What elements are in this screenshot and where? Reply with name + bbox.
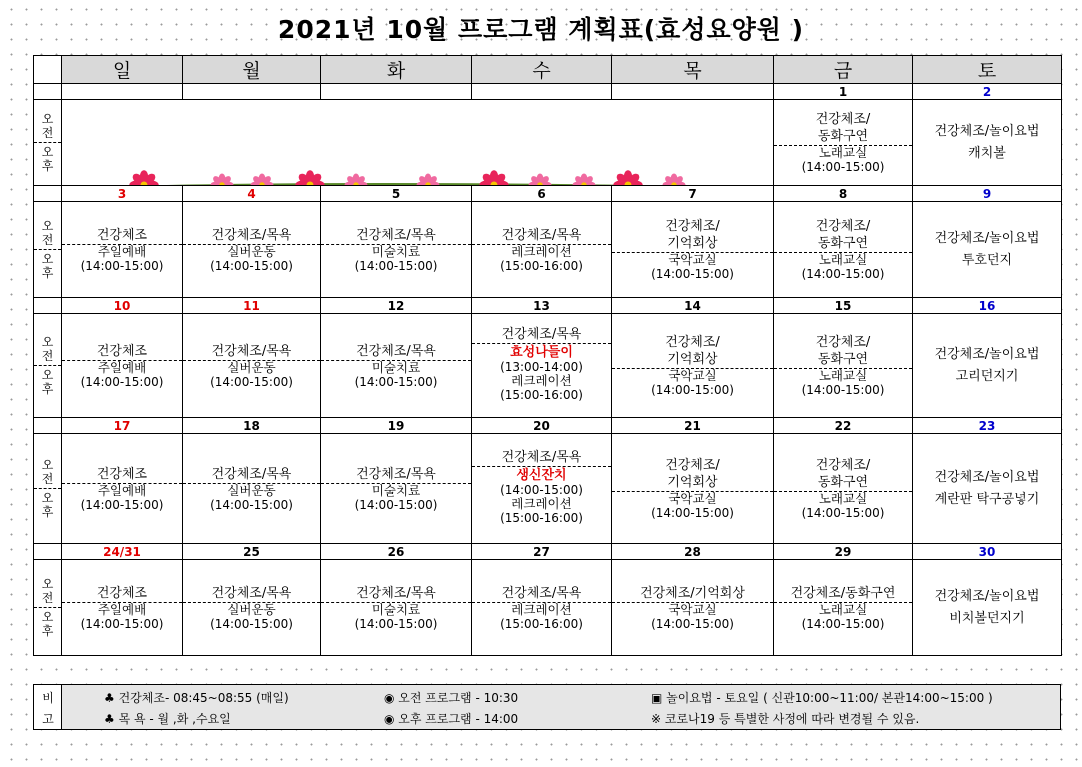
ampm-label — [34, 434, 62, 544]
pm-program: 주일예배 — [97, 601, 147, 617]
sat-activity: 고리던지기 — [955, 368, 1019, 384]
pm-program: 미술치료 — [371, 482, 421, 498]
date-cell — [472, 84, 612, 100]
am-program: 건강체조 — [96, 466, 148, 482]
program-cell — [183, 560, 321, 656]
date-cell — [321, 84, 472, 100]
am-program: 동화구연 — [817, 475, 869, 490]
sat-activity: 비치볼던지기 — [949, 610, 1025, 626]
date-cell: 5 — [321, 186, 472, 202]
sat-activity: 투호던지 — [961, 252, 1013, 268]
saturday-program-cell — [913, 100, 1062, 186]
note-bath: ♣ 목 욕 - 월 ,화 ,수요일 — [104, 712, 231, 726]
note-covid: ※ 코로나19 등 특별한 사정에 따라 변경될 수 있음. — [651, 712, 920, 726]
pm-char: 후 — [41, 505, 54, 519]
weekday-fri: 금 — [774, 56, 913, 84]
pm-char: 후 — [41, 624, 54, 638]
am-program: 건강체조/목욕 — [356, 466, 436, 482]
am-program: 건강체조/목욕 — [501, 327, 582, 342]
pm-program: 실버운동 — [227, 601, 276, 617]
page-title: 2021년 10월 프로그램 계획표(효성요양원 ) — [277, 15, 805, 44]
date-cell: 15 — [774, 298, 913, 314]
weekday-sat: 토 — [913, 56, 1062, 84]
pm-program: 미술치료 — [371, 243, 421, 259]
pm-time: (15:00-16:00) — [500, 616, 583, 631]
sat-program: 건강체조/놀이요법 — [934, 123, 1040, 139]
date-cell: 4 — [183, 186, 321, 202]
ampm-label — [34, 560, 62, 656]
program-row — [34, 100, 1062, 186]
pm-program: 노래교실 — [818, 145, 868, 160]
note-am-program: ◉ 오전 프로그램 - 10:30 — [384, 691, 519, 705]
am-program: 건강체조 — [96, 227, 148, 243]
schedule-table — [33, 55, 1062, 656]
pm-time: (14:00-15:00) — [651, 506, 734, 520]
am-program: 건강체조/ — [815, 112, 871, 127]
pm-program: 국악교실 — [668, 601, 717, 617]
date-cell — [612, 84, 774, 100]
am-program: 건강체조/목욕 — [211, 466, 292, 482]
date-cell: 29 — [774, 544, 913, 560]
am-program: 건강체조/목욕 — [211, 227, 292, 243]
am-char: 전 — [41, 126, 54, 140]
date-cell: 11 — [183, 298, 321, 314]
ampm-label — [34, 314, 62, 418]
pm-char: 후 — [41, 159, 54, 173]
remarks-label-char: 고 — [42, 712, 54, 726]
program-cell — [472, 314, 612, 418]
am-program: 건강체조/목욕 — [501, 585, 582, 601]
sat-program: 건강체조/놀이요법 — [934, 469, 1040, 485]
date-cell: 14 — [612, 298, 774, 314]
program-cell — [321, 434, 472, 544]
pm-char: 후 — [41, 266, 54, 280]
pm-time: (14:00-15:00) — [801, 267, 885, 281]
am-program: 건강체조/동화구연 — [790, 585, 896, 601]
program-row — [34, 434, 1062, 544]
pm-time: (15:00-16:00) — [500, 388, 583, 402]
date-cell: 2 — [913, 84, 1062, 100]
pm-time: (14:00-15:00) — [80, 616, 164, 631]
program-cell — [62, 314, 183, 418]
date-cell: 17 — [62, 418, 183, 434]
am-char: 오 — [41, 112, 54, 126]
pm-char: 오 — [41, 491, 54, 505]
am-program: 건강체조/목욕 — [356, 227, 436, 243]
date-cell: 7 — [612, 186, 774, 202]
pm-time: (14:00-15:00) — [651, 616, 734, 631]
pm-time: (14:00-15:00) — [801, 506, 885, 520]
am-char: 전 — [41, 233, 54, 247]
date-cell: 12 — [321, 298, 472, 314]
date-cell: 22 — [774, 418, 913, 434]
pm-program: 국악교실 — [668, 368, 717, 383]
pm-char: 후 — [41, 382, 54, 396]
sat-program: 건강체조/놀이요법 — [934, 346, 1040, 362]
am-char: 전 — [41, 472, 54, 486]
program-cell — [183, 314, 321, 418]
date-cell: 19 — [321, 418, 472, 434]
am-program: 건강체조/ — [665, 335, 720, 350]
flower-garland-icon — [62, 143, 774, 186]
sat-program: 건강체조/놀이요법 — [934, 230, 1040, 246]
date-label-cell — [34, 418, 62, 434]
note-exercise: ♣ 건강체조- 08:45~08:55 (매일) — [104, 691, 289, 705]
am-program: 건강체조/ — [815, 335, 871, 350]
program-cell — [612, 314, 774, 418]
date-cell: 16 — [913, 298, 1062, 314]
am-program: 건강체조 — [96, 343, 148, 359]
date-cell: 9 — [913, 186, 1062, 202]
pm-program: 주일예배 — [97, 359, 147, 375]
program-cell — [183, 434, 321, 544]
pm-time: (14:00-15:00) — [80, 258, 164, 273]
program-cell — [612, 202, 774, 298]
note-pm-program: ◉ 오후 프로그램 - 14:00 — [384, 712, 519, 726]
pm-program: 노래교실 — [818, 491, 868, 506]
am-program: 동화구연 — [817, 129, 869, 144]
date-row — [34, 418, 1062, 434]
program-row — [34, 202, 1062, 298]
pm-time: (14:00-15:00) — [210, 374, 293, 389]
am-program: 건강체조/ — [815, 219, 871, 234]
program-cell — [612, 560, 774, 656]
date-label-cell — [34, 186, 62, 202]
date-label-cell — [34, 544, 62, 560]
program-cell — [183, 202, 321, 298]
date-label-cell — [34, 84, 62, 100]
program-cell — [774, 314, 913, 418]
pm-time: (14:00-15:00) — [354, 616, 438, 631]
pm-time: (14:00-15:00) — [354, 258, 438, 273]
remarks-label — [34, 685, 62, 729]
pm-program: 노래교실 — [818, 601, 868, 617]
date-cell: 25 — [183, 544, 321, 560]
pm-program: 노래교실 — [818, 252, 868, 267]
note-play-therapy: ▣ 놀이요법 - 토요일 ( 신관10:00~11:00/ 본관14:00~15:00 ) — [651, 691, 993, 705]
sat-activity: 계란판 탁구공넣기 — [934, 491, 1040, 507]
pm-time: (14:00-15:00) — [801, 616, 885, 631]
program-cell — [774, 100, 913, 186]
pm-time: (14:00-15:00) — [651, 383, 734, 397]
pm-program: 레크레이션 — [511, 243, 572, 259]
am-program: 동화구연 — [817, 352, 869, 367]
remarks-label-char: 비 — [42, 691, 54, 705]
pm-time: (14:00-15:00) — [354, 497, 438, 512]
saturday-program-cell — [913, 434, 1062, 544]
program-cell — [62, 434, 183, 544]
weekday-tue: 화 — [321, 56, 472, 84]
weekday-wed: 수 — [472, 56, 612, 84]
pm-program: 실버운동 — [227, 359, 276, 375]
weekday-thu: 목 — [612, 56, 774, 84]
date-cell: 13 — [472, 298, 612, 314]
am-char: 오 — [41, 335, 54, 349]
program-cell — [774, 560, 913, 656]
flower-decoration — [62, 100, 774, 186]
program-cell — [472, 560, 612, 656]
event-time: (14:00-15:00) — [500, 483, 583, 497]
pm-program: 국악교실 — [668, 491, 717, 506]
date-cell: 28 — [612, 544, 774, 560]
pm-time: (14:00-15:00) — [80, 374, 164, 389]
pm-program: 실버운동 — [227, 243, 276, 259]
am-program: 건강체조 — [96, 585, 148, 601]
am-char: 전 — [41, 591, 54, 605]
pm-char: 오 — [41, 368, 54, 382]
pm-time: (14:00-15:00) — [210, 258, 293, 273]
am-program: 동화구연 — [817, 236, 869, 251]
am-program: 건강체조/목욕 — [501, 450, 582, 465]
program-cell — [62, 560, 183, 656]
date-row — [34, 186, 1062, 202]
pm-program: 미술치료 — [371, 601, 421, 617]
am-program: 건강체조/ — [665, 458, 720, 473]
date-cell: 1 — [774, 84, 913, 100]
corner-cell — [34, 56, 62, 84]
am-char: 전 — [41, 349, 54, 363]
special-event: 효성나들이 — [510, 345, 573, 360]
ampm-label — [34, 202, 62, 298]
program-cell — [472, 434, 612, 544]
date-row — [34, 84, 1062, 100]
saturday-program-cell — [913, 202, 1062, 298]
pm-time: (14:00-15:00) — [354, 374, 438, 389]
date-cell: 21 — [612, 418, 774, 434]
program-cell — [774, 434, 913, 544]
date-cell: 30 — [913, 544, 1062, 560]
program-row — [34, 560, 1062, 656]
special-event: 생신잔치 — [516, 468, 567, 483]
date-row — [34, 298, 1062, 314]
ampm-label — [34, 100, 62, 186]
am-program: 건강체조/목욕 — [356, 585, 436, 601]
program-cell — [612, 434, 774, 544]
am-program: 건강체조/목욕 — [501, 227, 582, 243]
pm-char: 오 — [41, 145, 54, 159]
am-program: 기억회상 — [667, 475, 718, 490]
pm-time: (14:00-15:00) — [651, 267, 734, 281]
date-cell: 24/31 — [62, 544, 183, 560]
program-cell — [472, 202, 612, 298]
am-program: 건강체조/목욕 — [211, 585, 292, 601]
remarks-box — [33, 684, 1061, 730]
program-cell — [62, 202, 183, 298]
am-char: 오 — [41, 219, 54, 233]
pm-program: 주일예배 — [97, 482, 147, 498]
program-row — [34, 314, 1062, 418]
date-row — [34, 544, 1062, 560]
pm-program: 국악교실 — [668, 252, 717, 267]
pm-time: (14:00-15:00) — [80, 497, 164, 512]
date-cell: 8 — [774, 186, 913, 202]
pm-time: (15:00-16:00) — [500, 258, 583, 273]
pm-time: (14:00-15:00) — [210, 497, 293, 512]
weekday-header-row — [34, 56, 1062, 84]
program-cell — [321, 314, 472, 418]
date-cell: 23 — [913, 418, 1062, 434]
date-cell: 6 — [472, 186, 612, 202]
saturday-program-cell — [913, 314, 1062, 418]
weekday-sun: 일 — [62, 56, 183, 84]
am-program: 기억회상 — [667, 236, 718, 251]
saturday-program-cell — [913, 560, 1062, 656]
date-cell — [62, 84, 183, 100]
date-cell — [183, 84, 321, 100]
am-program: 기억회상 — [667, 352, 718, 367]
sat-activity: 캐치볼 — [968, 145, 1006, 161]
date-cell: 10 — [62, 298, 183, 314]
am-program: 건강체조/기억회상 — [640, 585, 745, 601]
pm-time: (15:00-16:00) — [500, 511, 583, 525]
pm-char: 오 — [41, 610, 54, 624]
am-program: 건강체조/ — [815, 458, 871, 473]
sat-program: 건강체조/놀이요법 — [934, 588, 1040, 604]
date-label-cell — [34, 298, 62, 314]
pm-time: (14:00-15:00) — [801, 160, 885, 174]
program-cell — [774, 202, 913, 298]
date-cell: 20 — [472, 418, 612, 434]
pm-program: 노래교실 — [818, 368, 868, 383]
pm-program: 미술치료 — [371, 359, 421, 375]
am-program: 건강체조/목욕 — [211, 343, 292, 359]
date-cell: 18 — [183, 418, 321, 434]
am-program: 건강체조/ — [665, 219, 720, 234]
pm-program: 주일예배 — [97, 243, 147, 259]
pm-time: (14:00-15:00) — [801, 383, 885, 397]
date-cell: 27 — [472, 544, 612, 560]
date-cell: 26 — [321, 544, 472, 560]
program-cell — [321, 202, 472, 298]
am-char: 오 — [41, 577, 54, 591]
am-char: 오 — [41, 458, 54, 472]
weekday-mon: 월 — [183, 56, 321, 84]
pm-program: 레크레이션 — [511, 601, 572, 617]
program-cell — [321, 560, 472, 656]
pm-char: 오 — [41, 252, 54, 266]
event-time: (13:00-14:00) — [500, 360, 583, 374]
am-program: 건강체조/목욕 — [356, 343, 436, 359]
pm-program: 실버운동 — [227, 482, 276, 498]
pm-program: 레크레이션 — [511, 496, 572, 511]
pm-program: 레크레이션 — [511, 373, 572, 388]
date-cell: 3 — [62, 186, 183, 202]
pm-time: (14:00-15:00) — [210, 616, 293, 631]
